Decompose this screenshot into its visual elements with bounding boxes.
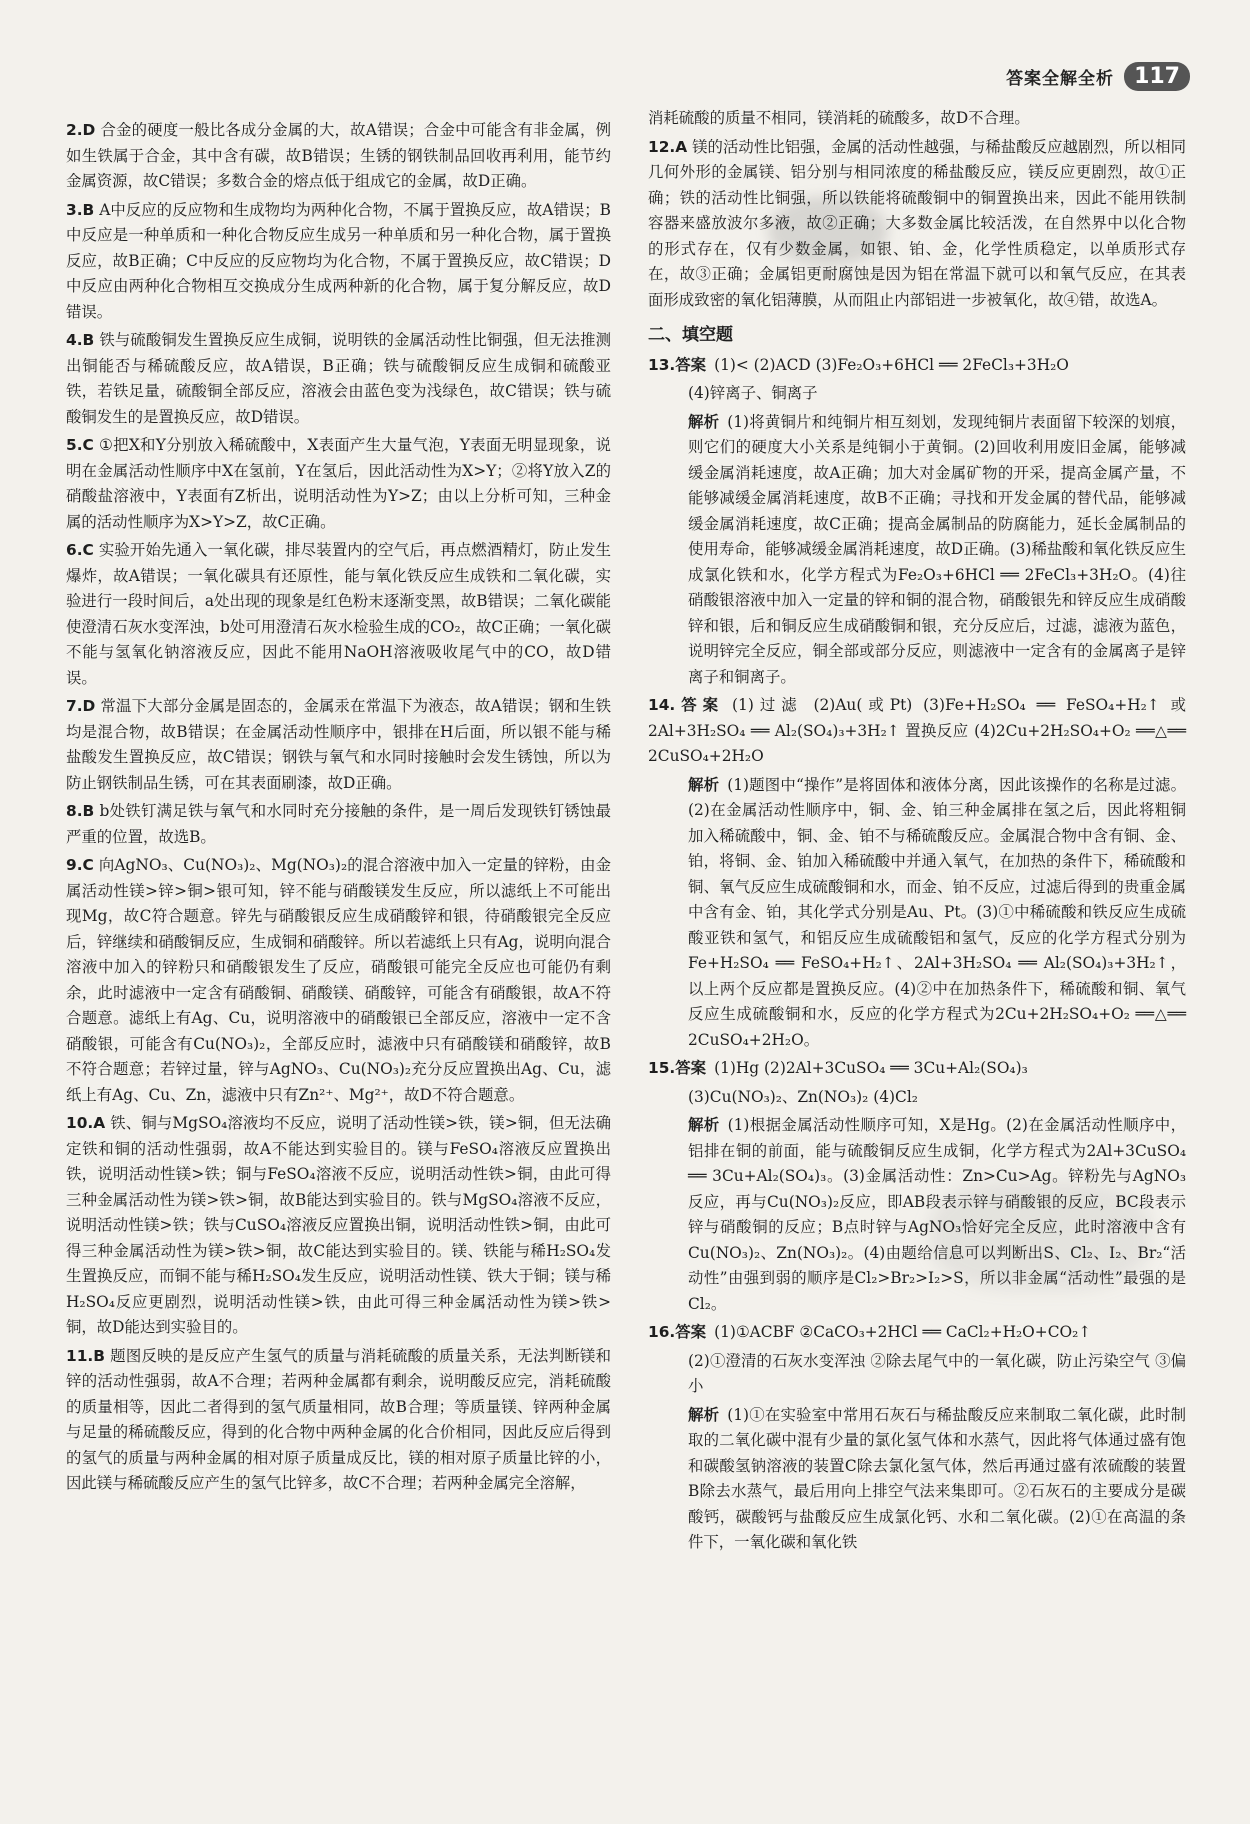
answer-text: (1)①ACBF ②CaCO₃+2HCl ══ CaCl₂+H₂O+CO₂↑: [714, 1323, 1092, 1341]
item-text: ①把X和Y分别放入稀硫酸中，X表面产生大量气泡，Y表面无明显现象，说明在金属活动性顺序中X在氢前，Y在氢后，因此活动性为X>Y；②将Y放入Z的硝酸盐溶液中，Y表面有Z析出，说明活动性为Y>Z；由以上分析可知，三种金属的活动性顺序为X>Y>Z，故C正确。: [66, 436, 611, 531]
answer-text: (4)锌离子、铜离子: [688, 384, 818, 402]
answer-item: [648, 135, 1186, 314]
answer-label: 答案: [675, 1323, 707, 1341]
analysis-block: [648, 1403, 1186, 1556]
answer-line-continued: [648, 1349, 1186, 1400]
answer-item: [66, 538, 611, 691]
item-text: 实验开始先通入一氧化碳，排尽装置内的空气后，再点燃酒精灯，防止发生爆炸，故A错误；一氧化碳具有还原性，能与氧化铁反应生成铁和二氧化碳，实验进行一段时间后，a处出现的现象是红色粉末逐渐变黑，故B错误；二氧化碳能使澄清石灰水变浑浊，b处可用澄清石灰水检验生成的CO₂，故C正确；一氧化碳不能与氢氧化钠溶液反应，因此不能用NaOH溶液吸收尾气中的CO，故D错误。: [66, 541, 611, 687]
analysis-text: (1)题图中“操作”是将固体和液体分离，因此该操作的名称是过滤。(2)在金属活动性顺序中，铜、金、铂三种金属排在氢之后，因此将粗铜加入稀硫酸中，铜、金、铂不与稀硫酸反应。金属混合物中含有铜、金、铂，将铜、金、铂加入稀硫酸中并通入氧气，在加热的条件下，稀硫酸和铜、氧气反应生成硫酸铜和水，而金、铂不反应，过滤后得到的贵重金属中含有金、铂，其化学式分别是Au、Pt。(3)①中稀硫酸和铁反应生成硫酸亚铁和氢气，和铝反应生成硫酸铝和氢气，反应的化学方程式分别为Fe+H₂SO₄ ══ FeSO₄+H₂↑、2Al+3H₂SO₄ ══ Al₂(SO₄)₃+3H₂↑，以上两个反应都是置换反应。(4)②中在加热条件下，稀硫酸和铜、氧气反应生成硫酸铜和水，反应的化学方程式为2Cu+2H₂SO₄+O₂ ══△══ 2CuSO₄+2H₂O。: [688, 775, 1186, 1049]
answer-line-continued: [648, 1085, 1186, 1111]
item-text: 铁与硫酸铜发生置换反应生成铜，说明铁的金属活动性比铜强，但无法推测出铜能否与稀硫酸反应，故A错误，B正确；铁与硫酸铜反应生成铜和硫酸亚铁，若铁足量，硫酸铜全部反应，溶液会由蓝色变为浅绿色，故C错误；铁与硫酸铜发生的是置换反应，故D错误。: [66, 331, 611, 426]
answer-item: [66, 853, 611, 1108]
answer-line: [648, 1056, 1186, 1082]
answer-text: (1)过滤 (2)Au(或Pt) (3)Fe+H₂SO₄ ══ FeSO₄+H₂↑ 或2Al+3H₂SO₄ ══ Al₂(SO₄)₃+3H₂↑ 置换反应 (4)2Cu+2H₂SO₄+O₂ ══△══ 2CuSO₄+2H₂O: [648, 696, 1186, 765]
answer-line-continued: [648, 381, 1186, 407]
item-text: 消耗硫酸的质量不相同，镁消耗的硫酸多，故D不合理。: [648, 109, 1030, 127]
answer-item: [66, 198, 611, 326]
item-text: 常温下大部分金属是固态的，金属汞在常温下为液态，故A错误；钢和生铁均是混合物，故B错误；在金属活动性顺序中，银排在H后面，所以银不能与稀盐酸发生置换反应，故C错误；钢铁与氧气和水同时接触时会发生锈蚀，所以为防止钢铁制品生锈，可在其表面刷漆，故D正确。: [66, 697, 611, 792]
analysis-block: [648, 1113, 1186, 1317]
left-column: [66, 118, 611, 1500]
answer-item: [66, 328, 611, 430]
header-title: 答案全解全析: [1006, 68, 1115, 89]
answer-item: [648, 106, 1186, 132]
item-number: 6.C: [66, 541, 94, 559]
answer-label: 答案: [675, 1059, 707, 1077]
item-number: 9.C: [66, 856, 94, 874]
answer-item: [66, 799, 611, 850]
analysis-text: (1)根据金属活动性顺序可知，X是Hg。(2)在金属活动性顺序中，铝排在铜的前面，能与硫酸铜反应生成铜，化学方程式为2Al+3CuSO₄ ══ 3Cu+Al₂(SO₄)₃。(3)金属活动性：Zn>Cu>Ag。锌粉先与AgNO₃反应，再与Cu(NO₃)₂反应，即AB段表示锌与硝酸银的反应，BC段表示锌与硝酸铜的反应；B点时锌与AgNO₃恰好完全反应，此时溶液中含有Cu(NO₃)₂、Zn(NO₃)₂。(4)由题给信息可以判断出S、Cl₂、I₂、Br₂“活动性”由强到弱的顺序是Cl₂>Br₂>I₂>S，所以非金属“活动性”最强的是Cl₂。: [688, 1116, 1186, 1313]
item-number: 12.A: [648, 137, 688, 156]
answer-line: [648, 353, 1186, 379]
analysis-block: [648, 410, 1186, 691]
item-number: 8.B: [66, 802, 95, 820]
item-number: 10.A: [66, 1114, 106, 1132]
item-number: 16.: [648, 1323, 676, 1341]
item-text: 向AgNO₃、Cu(NO₃)₂、Mg(NO₃)₂的混合溶液中加入一定量的锌粉，由金属活动性镁>锌>铜>银可知，锌不能与硝酸镁发生反应，所以滤纸上不可能出现Mg，故C符合题意。锌先与硝酸银反应生成硝酸锌和银，待硝酸银完全反应后，锌继续和硝酸铜反应，生成铜和硝酸锌。所以若滤纸上只有Ag，说明向混合溶液中加入的锌粉只和硝酸银发生了反应，硝酸银可能完全反应也可能仍有剩余，此时滤液中一定含有硝酸铜、硝酸镁、硝酸锌，可能含有硝酸银，故A不符合题意。滤纸上有Ag、Cu，说明溶液中的硝酸银已全部反应，溶液中一定不含硝酸银，可能含有Cu(NO₃)₂，全部反应时，滤液中只有硝酸镁和硝酸锌，故B不符合题意；若锌过量，锌与AgNO₃、Cu(NO₃)₂充分反应置换出Ag、Cu，滤纸上有Ag、Cu、Zn，滤液中只有Zn²⁺、Mg²⁺，故D不符合题意。: [66, 856, 611, 1104]
answer-text: (3)Cu(NO₃)₂、Zn(NO₃)₂ (4)Cl₂: [688, 1087, 918, 1106]
answer-label: 答案: [675, 355, 707, 374]
item-text: 铁、铜与MgSO₄溶液均不反应，说明了活动性镁>铁，镁>铜，但无法确定铁和铜的活动性强弱，故A不能达到实验目的。镁与FeSO₄溶液反应置换出铁，说明活动性镁>铁；铜与FeSO₄溶液不反应，说明活动性铁>铜，由此可得三种金属活动性为镁>铁>铜，故B能达到实验目的。铁与MgSO₄溶液不反应，说明活动性镁>铁；铁与CuSO₄溶液反应置换出铜，说明活动性铁>铜，由此可得三种金属活动性为镁>铁>铜，故C能达到实验目的。镁、铁能与稀H₂SO₄发生置换反应，而铜不能与稀H₂SO₄发生反应，说明活动性镁、铁大于铜；镁与稀H₂SO₄反应更剧烈，说明活动性镁>铁，由此可得三种金属活动性为镁>铁>铜，故D能达到实验目的。: [66, 1114, 611, 1336]
answer-item: [66, 694, 611, 796]
analysis-label: 解析: [688, 1116, 720, 1134]
item-number: 7.D: [66, 697, 96, 715]
analysis-label: 解析: [688, 1405, 720, 1424]
item-number: 15.: [648, 1059, 676, 1077]
analysis-label: 解析: [688, 775, 720, 794]
analysis-block: [648, 773, 1186, 1054]
item-text: 合金的硬度一般比各成分金属的大，故A错误；合金中可能含有非金属，例如生铁属于合金，其中含有碳，故B错误；生锈的钢铁制品回收再利用，能节约金属资源，故C错误；多数合金的熔点低于组成它的金属，故D正确。: [66, 121, 611, 190]
answer-text: (2)①澄清的石灰水变浑浊 ②除去尾气中的一氧化碳，防止污染空气 ③偏小: [688, 1351, 1186, 1395]
item-number: 4.B: [66, 331, 95, 349]
right-column: [648, 106, 1186, 1559]
answer-item: [66, 1111, 611, 1341]
answer-text: (1)Hg (2)2Al+3CuSO₄ ══ 3Cu+Al₂(SO₄)₃: [714, 1059, 1028, 1077]
answer-item: [66, 1344, 611, 1497]
answer-label: 答案: [675, 696, 725, 714]
page-number: 117: [1124, 62, 1190, 91]
analysis-label: 解析: [688, 412, 720, 431]
analysis-text: (1)①在实验室中常用石灰石与稀盐酸反应来制取二氧化碳，此时制取的二氧化碳中混有少量的氯化氢气体和水蒸气，因此将气体通过盛有饱和碳酸氢钠溶液的装置C除去氯化氢气体，然后再通过盛有浓硫酸的装置B除去水蒸气，最后用向上排空气法来集即可。②石灰石的主要成分是碳酸钙，碳酸钙与盐酸反应生成氯化钙、水和二氧化碳。(2)①在高温的条件下，一氧化碳和氧化铁: [688, 1405, 1186, 1551]
item-number: 11.B: [66, 1346, 105, 1365]
item-number: 14.: [648, 696, 676, 714]
section-title: 二、填空题: [648, 325, 733, 345]
answer-text: (1)< (2)ACD (3)Fe₂O₃+6HCl ══ 2FeCl₃+3H₂O: [714, 355, 1069, 374]
item-text: b处铁钉满足铁与氧气和水同时充分接触的条件，是一周后发现铁钉锈蚀最严重的位置，故选B。: [66, 802, 611, 846]
item-number: 13.: [648, 355, 676, 374]
analysis-text: (1)将黄铜片和纯铜片相互刻划，发现纯铜片表面留下较深的划痕，则它们的硬度大小关系是纯铜小于黄铜。(2)回收利用废旧金属，能够减缓金属消耗速度，故A正确；加大对金属矿物的开采，提高金属产量，不能够减缓金属消耗速度，故B不正确；寻找和开发金属的替代品，能够减缓金属消耗速度，故C正确；提高金属制品的防腐能力，延长金属制品的使用寿命，能够减缓金属消耗速度，故D正确。(3)稀盐酸和氧化铁反应生成氯化铁和水，化学方程式为Fe₂O₃+6HCl ══ 2FeCl₃+3H₂O。(4)往硝酸银溶液中加入一定量的锌和铜的混合物，硝酸银先和锌反应生成硝酸锌和银，后和铜反应生成硝酸铜和银，充分反应后，过滤，滤液为蓝色，说明锌完全反应，铜全部或部分反应，则滤液中一定含有的金属离子是锌离子和铜离子。: [688, 412, 1186, 686]
page-header: [1006, 56, 1190, 96]
item-number: 5.C: [66, 436, 94, 454]
answer-item: [66, 118, 611, 195]
item-number: 2.D: [66, 121, 96, 139]
answer-item: [66, 433, 611, 535]
answer-line: [648, 1320, 1186, 1346]
item-text: A中反应的反应物和生成物均为两种化合物，不属于置换反应，故A错误；B中反应是一种单质和一种化合物反应生成另一种单质和另一种化合物，属于置换反应，故B正确；C中反应的反应物均为化合物，不属于置换反应，故C错误；D中反应由两种化合物相互交换成分生成两种新的化合物，属于复分解反应，故D错误。: [66, 200, 611, 321]
item-text: 题图反映的是反应产生氢气的质量与消耗硫酸的质量关系，无法判断镁和锌的活动性强弱，故A不合理；若两种金属都有剩余，说明酸反应完，消耗硫酸的质量相等，因此二者得到的氢气质量相同，故B合理；等质量镁、锌两种金属与足量的稀硫酸反应，得到的化合物中两种金属的化合价相同，因此反应后得到的氢气的质量与两种金属的相对原子质量成反比，镁的相对原子质量比锌的小，因此镁与稀硫酸反应产生的氢气比锌多，故C不合理；若两种金属完全溶解，: [66, 1346, 611, 1492]
answer-line: [648, 693, 1186, 770]
item-text: 镁的活动性比铝强，金属的活动性越强，与稀盐酸反应越剧烈，所以相同几何外形的金属镁、铝分别与相同浓度的稀盐酸反应，镁反应更剧烈，故①正确；铁的活动性比铜强，所以铁能将硫酸铜中的铜置换出来，因此不能用铁制容器来盛放波尔多液，故②正确；大多数金属比较活泼，在自然界中以化合物的形式存在，仅有少数金属，如银、铂、金，化学性质稳定，以单质形式存在，故③正确；金属铝更耐腐蚀是因为铝在常温下就可以和氧气反应，在其表面形成致密的氧化铝薄膜，从而阻止内部铝进一步被氧化，故④错，故选A。: [648, 137, 1186, 309]
item-number: 3.B: [66, 200, 95, 219]
